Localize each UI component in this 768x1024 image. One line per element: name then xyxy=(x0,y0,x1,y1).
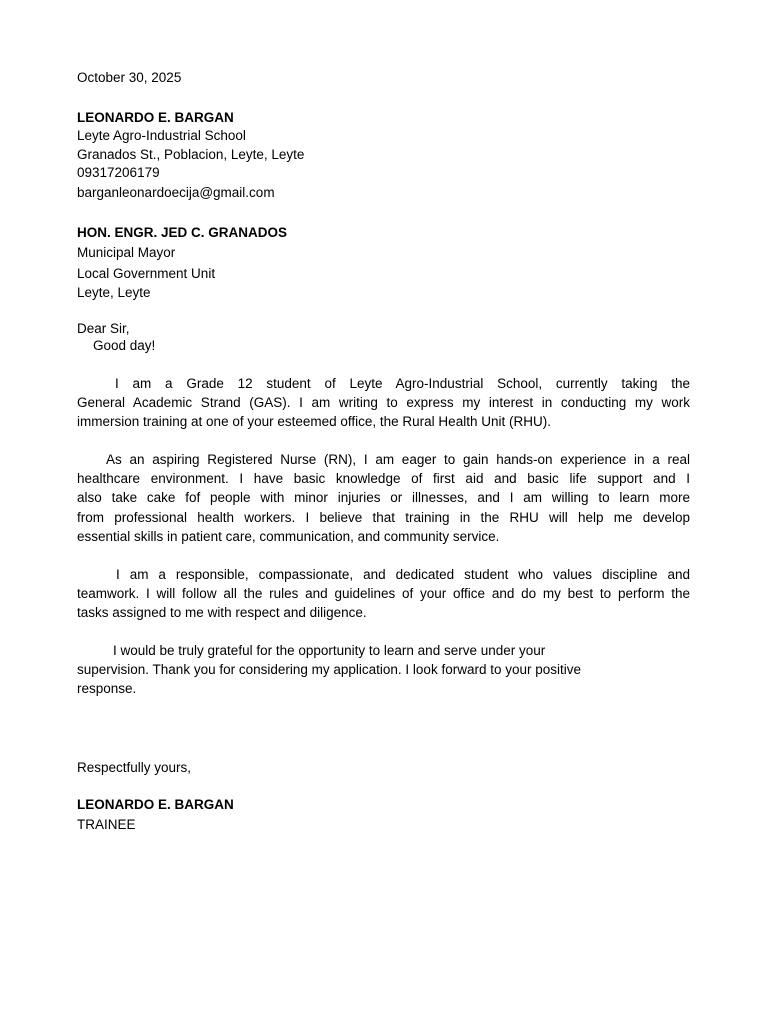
salutation: Dear Sir, xyxy=(77,321,130,336)
signature-name: LEONARDO E. BARGAN xyxy=(77,797,234,812)
paragraph-line: I would be truly grateful for the opportunity to learn and serve under your xyxy=(113,643,546,658)
sender-name: LEONARDO E. BARGAN xyxy=(77,110,234,125)
paragraph-4 xyxy=(77,641,690,699)
paragraph-line: from professional health workers. I believe that training in the RHU will help me develop xyxy=(77,509,690,525)
recipient-title: Municipal Mayor xyxy=(77,245,176,260)
paragraph-3 xyxy=(77,565,690,623)
paragraph-line: response. xyxy=(77,681,137,697)
paragraph-line: immersion training at one of your esteemed office, the Rural Health Unit (RHU). xyxy=(77,414,551,430)
paragraph-line: tasks assigned to me with respect and diligence. xyxy=(77,605,367,621)
sender-email: barganleonardoecija@gmail.com xyxy=(77,185,275,200)
paragraph-1 xyxy=(77,374,690,432)
greeting: Good day! xyxy=(93,338,156,353)
paragraph-line: essential skills in patient care, communication, and community service. xyxy=(77,528,500,544)
recipient-office: Local Government Unit xyxy=(77,266,216,281)
recipient-name: HON. ENGR. JED C. GRANADOS xyxy=(77,225,288,240)
paragraph-line: teamwork. I will follow all the rules and guidelines of your office and do my best to perform the xyxy=(77,586,690,602)
paragraph-line: General Academic Strand (GAS). I am writing to express my interest in conducting my work xyxy=(77,395,690,411)
letter-date: October 30, 2025 xyxy=(77,70,182,85)
signature-role: TRAINEE xyxy=(77,817,136,832)
paragraph-line: I am a responsible, compassionate, and dedicated student who values discipline and xyxy=(116,567,690,582)
paragraph-line: supervision. Thank you for considering my application. I look forward to your positive xyxy=(77,662,582,678)
paragraph-line: As an aspiring Registered Nurse (RN), I am eager to gain hands-on experience in a real xyxy=(106,452,690,467)
paragraph-line: I am a Grade 12 student of Leyte Agro-Industrial School, currently taking the xyxy=(115,376,690,391)
paragraph-2 xyxy=(77,450,690,546)
closing: Respectfully yours, xyxy=(77,760,192,775)
sender-phone: 09317206179 xyxy=(77,165,160,180)
sender-school: Leyte Agro-Industrial School xyxy=(77,128,246,143)
recipient-location: Leyte, Leyte xyxy=(77,285,151,300)
paragraph-line: healthcare environment. I have basic knowledge of first aid and basic life support and I xyxy=(77,471,690,487)
paragraph-line: also take cake fof people with minor injuries or illnesses, and I am willing to learn more xyxy=(77,490,690,506)
sender-address: Granados St., Poblacion, Leyte, Leyte xyxy=(77,147,305,162)
